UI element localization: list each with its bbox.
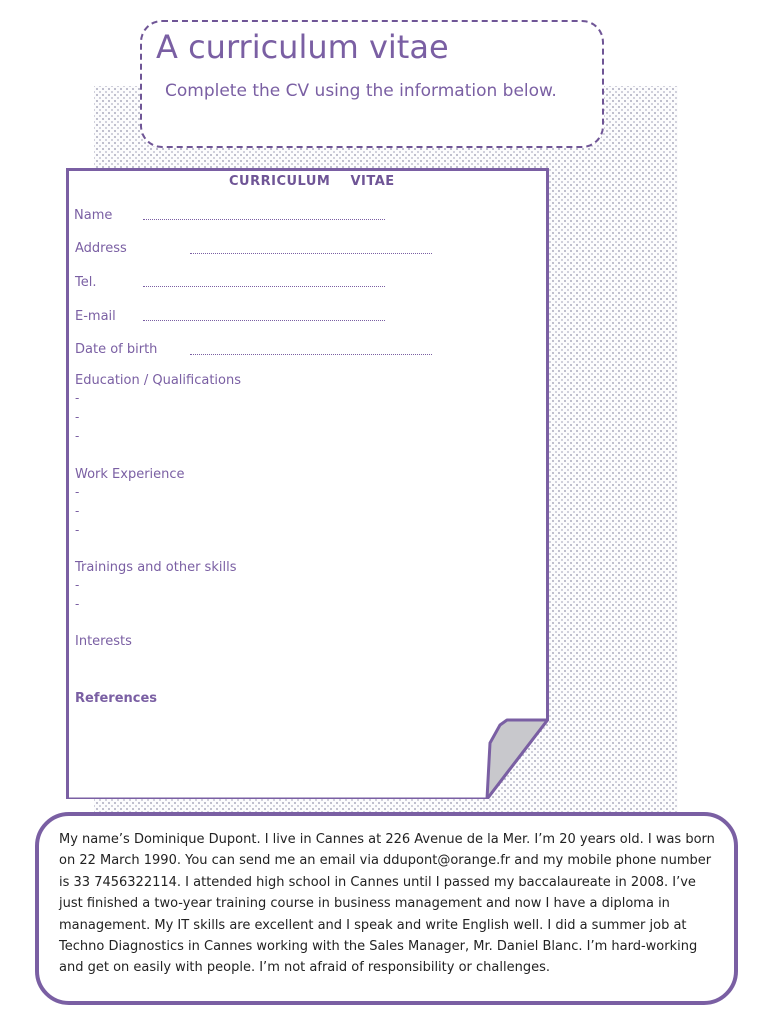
trainings-label: Trainings and other skills bbox=[75, 560, 237, 575]
information-box bbox=[35, 812, 738, 1005]
dob-label: Date of birth bbox=[75, 342, 158, 357]
email-label: E-mail bbox=[75, 309, 116, 324]
work-item: - bbox=[75, 523, 80, 537]
name-fill-line[interactable] bbox=[143, 219, 385, 220]
email-fill-line[interactable] bbox=[143, 320, 385, 321]
education-item: - bbox=[75, 410, 80, 424]
name-label: Name bbox=[74, 208, 113, 223]
education-item: - bbox=[75, 429, 80, 443]
cv-heading: CURRICULUM VITAE bbox=[229, 174, 395, 189]
work-experience-label: Work Experience bbox=[75, 467, 185, 482]
address-label: Address bbox=[75, 241, 127, 256]
page-curl-fold bbox=[487, 720, 548, 799]
dob-fill-line[interactable] bbox=[190, 354, 432, 355]
education-item: - bbox=[75, 391, 80, 405]
interests-label: Interests bbox=[75, 634, 132, 649]
tel-fill-line[interactable] bbox=[143, 286, 385, 287]
training-item: - bbox=[75, 597, 80, 611]
references-label: References bbox=[75, 691, 158, 706]
instruction-text: Complete the CV using the information below. bbox=[165, 81, 557, 101]
page-title: A curriculum vitae bbox=[156, 28, 449, 66]
tel-label: Tel. bbox=[75, 275, 97, 290]
work-item: - bbox=[75, 485, 80, 499]
address-fill-line[interactable] bbox=[190, 253, 432, 254]
work-item: - bbox=[75, 504, 80, 518]
training-item: - bbox=[75, 578, 80, 592]
information-paragraph: My name’s Dominique Dupont. I live in Cannes at 226 Avenue de la Mer. I’m 20 years old. I was born on 22 March 1990. You can send me an email via ddupont@orange.fr and my mobile phone number is 33 7456322114. I attended high school in Cannes until I passed my baccalaureate in 2008. I’ve just finished a two-year training course in business management and now I have a diploma in management. My IT skills are excellent and I speak and write English well. I did a summer job at Techno Diagnostics in Cannes working with the Sales Manager, Mr. Daniel Blanc. I’m hard-working and get on easily with people. I’m not afraid of responsibility or challenges. bbox=[59, 832, 715, 976]
cv-form-sheet bbox=[66, 168, 549, 799]
education-label: Education / Qualifications bbox=[75, 373, 242, 388]
